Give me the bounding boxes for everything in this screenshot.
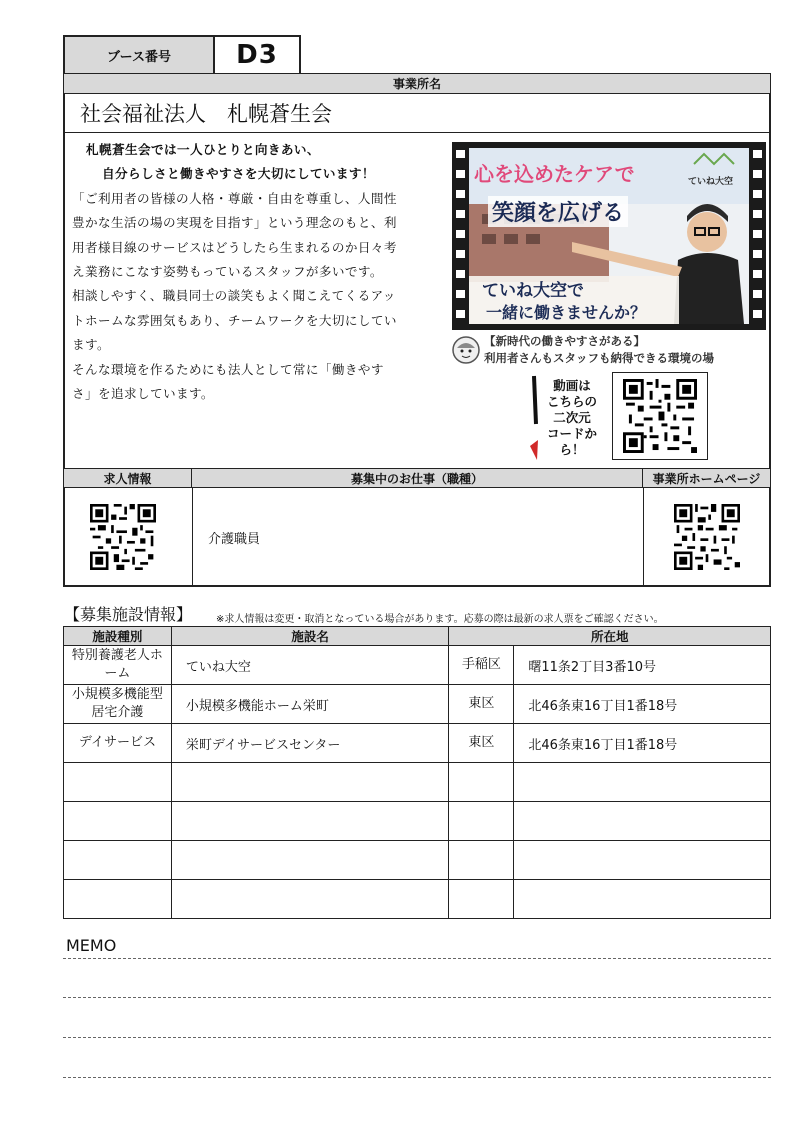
col-header-type: 施設種別 — [64, 627, 172, 646]
banner-cta-2: 一緒に働きませんか？ — [486, 303, 647, 322]
recruit-banner — [452, 142, 766, 330]
jobs-header-positions: 募集中のお仕事（職種） — [192, 469, 643, 488]
video-callout-line: 二次元 — [553, 410, 591, 425]
table-row — [64, 724, 771, 763]
booth-label: ブース番号 — [63, 35, 215, 75]
facility-type: 小規模多機能型居宅介護 — [64, 685, 172, 724]
intro-lead-1: 札幌蒼生会では一人ひとりと向きあい、 — [86, 142, 320, 157]
facility-type: デイサービス — [64, 724, 172, 763]
jobs-header-homepage: 事業所ホームページ — [643, 469, 770, 488]
col-header-location: 所在地 — [449, 627, 771, 646]
facility-address: 北46条東16丁目1番18号 — [514, 724, 771, 763]
banner-sub-2: 利用者さんもスタッフも納得できる環境の場 — [484, 351, 714, 365]
intro-line: トホームな雰囲気もあり、チームワークを大切にしてい — [72, 312, 397, 328]
video-callout-line: 動画は — [553, 378, 591, 393]
memo-line — [63, 1077, 771, 1078]
table-row-empty — [64, 763, 771, 802]
memo-line — [63, 958, 771, 959]
homepage-qr-code[interactable] — [674, 504, 740, 570]
facility-note: ※求人情報は変更・取消となっている場合があります。応募の際は最新の求人票をご確認ください。 — [216, 614, 664, 625]
intro-line: ます。 — [72, 337, 110, 353]
intro-text — [72, 138, 447, 406]
intro-line: 用者様目線のサービスはどうしたら生まれるのか日々考 — [72, 239, 397, 255]
facility-address: 北46条東16丁目1番18号 — [514, 685, 771, 724]
table-row-empty — [64, 841, 771, 880]
job-position: 介護職員 — [208, 532, 261, 547]
intro-line: そんな環境を作るためにも法人として常に「働きやす — [72, 361, 384, 377]
intro-line: え業務にこなす姿勢もっているスタッフが多いです。 — [72, 264, 383, 280]
office-name-header: 事業所名 — [64, 74, 770, 94]
memo-label: MEMO — [66, 936, 117, 955]
video-callout-line: こちらの — [546, 394, 597, 409]
col-header-name: 施設名 — [171, 627, 449, 646]
memo-line — [63, 1037, 771, 1038]
facility-ward: 東区 — [449, 724, 514, 763]
video-callout-line: コードから！ — [546, 426, 597, 457]
jobs-col-divider — [643, 488, 644, 586]
facility-type: 特別養護老人ホーム — [64, 646, 172, 685]
table-row — [64, 646, 771, 685]
mascot-icon — [452, 336, 480, 364]
intro-line: 相談しやすく、職員同士の談笑もよく聞こえてくるアッ — [72, 288, 396, 304]
facility-ward: 手稲区 — [449, 646, 514, 685]
facility-name: 小規模多機能ホーム栄町 — [171, 685, 449, 724]
banner-cta-1: ていね大空で — [482, 281, 584, 301]
facility-name: 栄町デイサービスセンター — [171, 724, 449, 763]
intro-lead-2: 自分らしさと働きやすさを大切にしています！ — [102, 166, 375, 182]
facility-title: 【募集施設情報】 — [64, 605, 193, 624]
table-row-empty — [64, 802, 771, 841]
video-callout — [536, 378, 608, 458]
banner-sub-1: 【新時代の働きやすさがある】 — [484, 334, 645, 348]
facility-address: 曙11条2丁目3番10号 — [514, 646, 771, 685]
intro-line: さ」を追求しています。 — [72, 386, 214, 402]
office-name: 社会福祉法人 札幌蒼生会 — [80, 102, 332, 126]
jobs-col-divider — [192, 488, 193, 586]
banner-logo: ていね大空 — [688, 177, 734, 187]
facility-name: ていね大空 — [171, 646, 449, 685]
intro-line: 「ご利用者の皆様の人格・尊厳・自由を尊重し、人間性 — [72, 190, 397, 206]
booth-number: D3 — [213, 35, 301, 75]
facility-table — [63, 626, 771, 919]
table-row-empty — [64, 880, 771, 919]
banner-headline-1: 心を込めたケアで — [474, 162, 635, 186]
recruit-qr-code[interactable] — [90, 504, 156, 570]
table-row — [64, 685, 771, 724]
memo-line — [63, 997, 771, 998]
banner-headline-2: 笑顔を広げる — [488, 196, 628, 227]
facility-ward: 東区 — [449, 685, 514, 724]
intro-line: 豊かな生活の場の実現を目指す」という理念のもと、利 — [72, 215, 397, 231]
video-qr-code[interactable] — [623, 379, 697, 453]
facility-table-header — [64, 627, 771, 646]
jobs-header-recruit: 求人情報 — [64, 469, 192, 488]
office-name-divider — [64, 132, 770, 133]
